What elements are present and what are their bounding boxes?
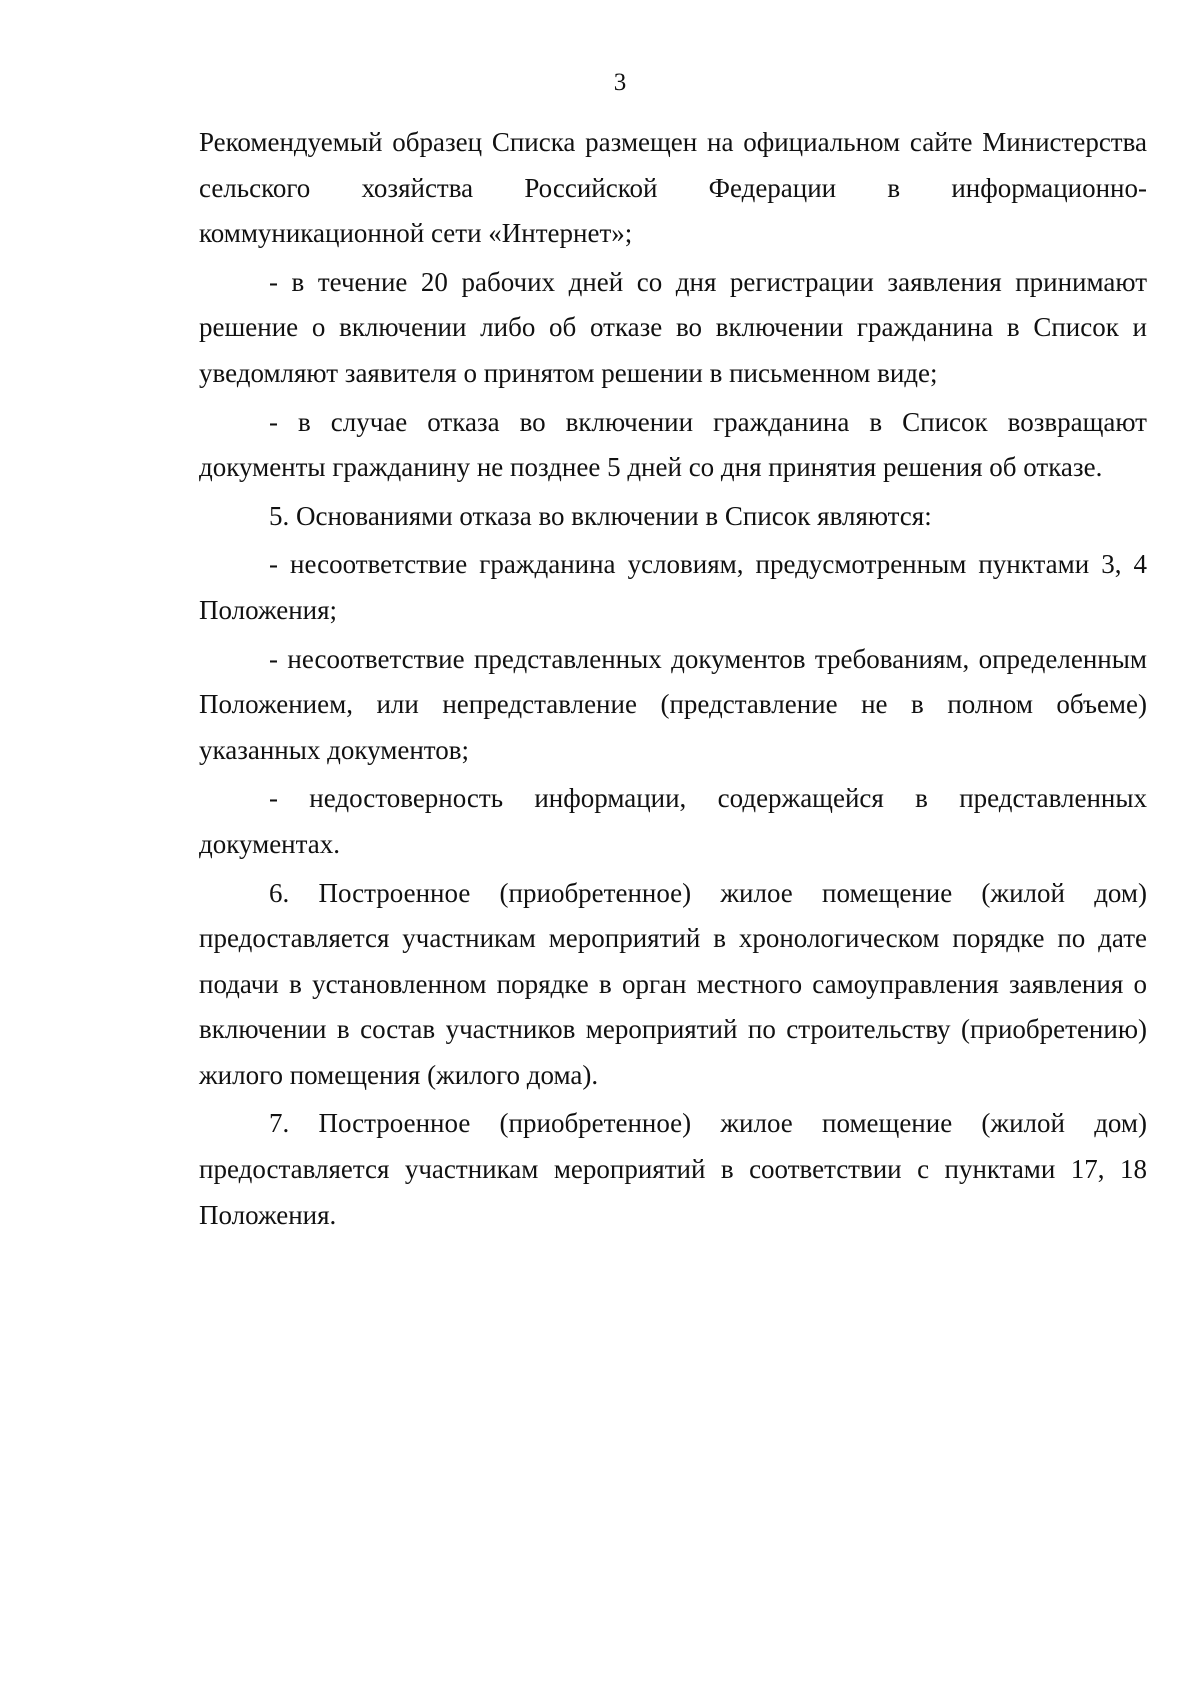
paragraph-refusal-ground-2: - несоответствие представленных документов требованиям, определенным Положением, или непредставление (представление не в полном объеме) указанных документов;: [199, 643, 1147, 765]
paragraph-decision-deadline: - в течение 20 рабочих дней со дня регистрации заявления принимают решение о включении либо об отказе во включении гражданина в Список и уведомляют заявителя о принятом решении в письменном виде;: [199, 266, 1147, 388]
paragraph-item-7: 7. Построенное (приобретенное) жилое помещение (жилой дом) предоставляется участникам мероприятий в соответствии с пунктами 17, 18 Положения.: [199, 1108, 1147, 1230]
paragraph-item-5-heading: 5. Основаниями отказа во включении в Список являются:: [269, 500, 932, 531]
paragraph-refusal-return: - в случае отказа во включении гражданина в Список возвращают документы гражданину не позднее 5 дней со дня принятия решения об отказе.: [199, 406, 1147, 483]
page-number: 3: [613, 69, 627, 96]
paragraph-refusal-ground-3: - недостоверность информации, содержащейся в представленных документах.: [199, 783, 1147, 859]
paragraph-item-6: 6. Построенное (приобретенное) жилое помещение (жилой дом) предоставляется участникам мероприятий в хронологическом порядке по дате подачи в установленном порядке в орган местного самоуправления заявления о включении в состав участников мероприятий по строительству (приобретению) жилого помещения (жилого дома).: [199, 877, 1147, 1090]
paragraph-list-sample-note: Рекомендуемый образец Списка размещен на официальном сайте Министерства сельского хозяйства Российской Федерации в информационно-коммуникационной сети «Интернет»;: [199, 127, 1147, 249]
paragraph-refusal-ground-1: - несоответствие гражданина условиям, предусмотренным пунктами 3, 4 Положения;: [199, 549, 1147, 625]
document-body: [199, 120, 1147, 1238]
